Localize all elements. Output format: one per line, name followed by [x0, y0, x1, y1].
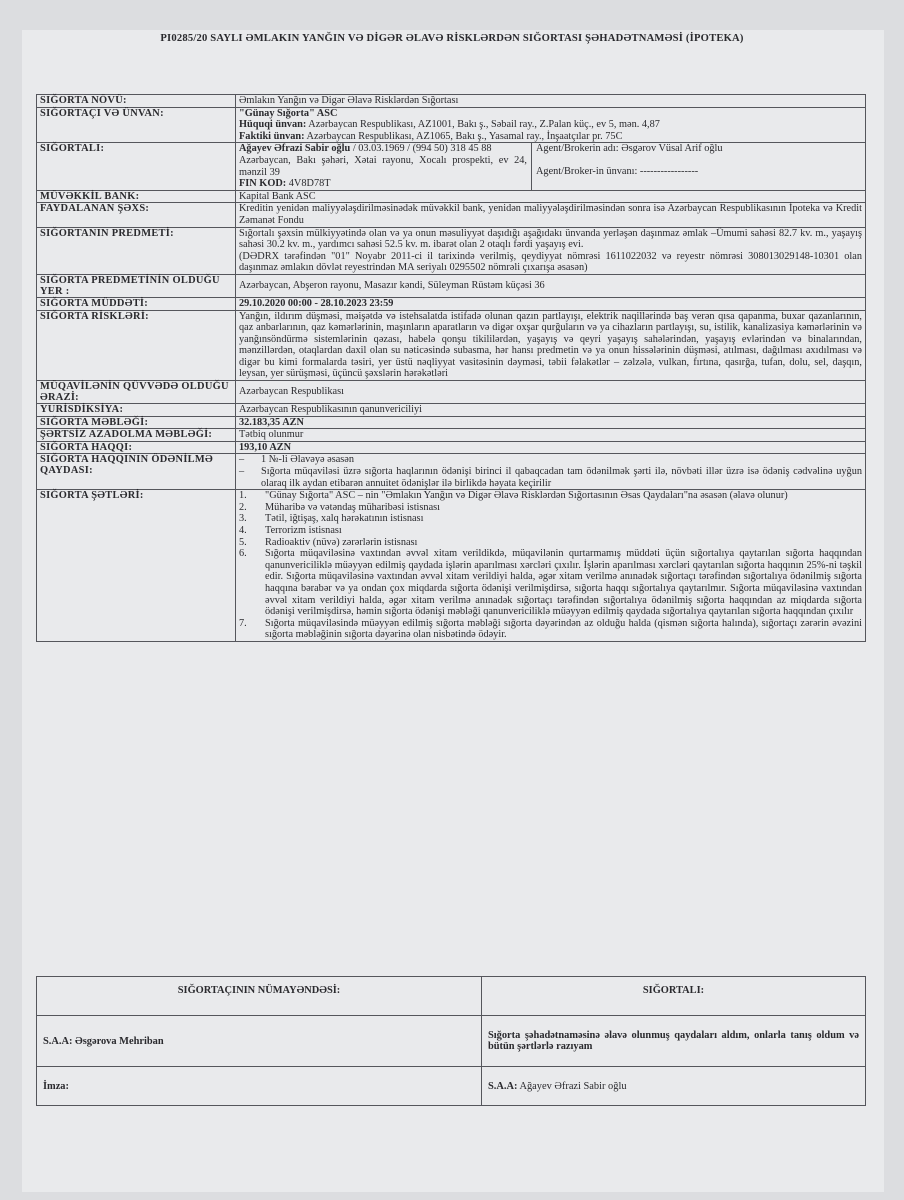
row-location — [37, 274, 866, 297]
label-deductible: ŞƏRTSİZ AZADOLMA MƏBLƏĞİ: — [37, 429, 236, 442]
row-subject — [37, 227, 866, 274]
row-insurer — [37, 107, 866, 143]
value-deductible: Tətbiq olunmur — [236, 429, 866, 442]
list-item: 2. Müharibə və vətəndaş müharibəsi istisnası — [239, 501, 441, 513]
insured-header: SIĞORTALI: — [482, 977, 866, 1016]
value-insurance-type: Əmlakın Yanğın və Digər Əlavə Risklərdən Sığortası — [236, 95, 866, 108]
value-location: Azərbaycan, Abşeron rayonu, Masazır kəndi, Süleyman Rüstəm küçəsi 36 — [236, 274, 866, 297]
label-insured: SIĞORTALI: — [37, 143, 236, 190]
row-risks — [37, 310, 866, 381]
label-jurisdiction: YURİSDİKSİYA: — [37, 404, 236, 417]
list-item: – 1 №-li Əlavəyə əsasən — [239, 454, 355, 466]
label-premium: SIĞORTA HAQQI: — [37, 441, 236, 454]
row-insurance-type — [37, 95, 866, 108]
insurer-representative-header: SIĞORTAÇININ NÜMAYƏNDƏSİ: — [37, 977, 482, 1016]
insured-identity: Ağayev Əfrazi Sabir oğlu / 03.03.1969 / (994 50) 318 45 88 — [239, 143, 492, 155]
list-item: 7. Sığorta müqaviləsində müəyyən edilmiş sığorta məbləği sığorta dəyərindən az olduğu halda (qismən sığorta halında), sığortaçı zərərin əvəzini sığorta məbləğinin sığorta dəyərinə olan nisbətində ödəyir. — [239, 617, 862, 641]
label-location: SIĞORTA PREDMETİNİN OLDUĞU YER : — [37, 274, 236, 297]
list-item: 4. Terrorizm istisnası — [239, 525, 342, 536]
row-bank — [37, 190, 866, 203]
row-territory — [37, 381, 866, 404]
label-beneficiary: FAYDALANAN ŞƏXS: — [37, 203, 236, 227]
row-premium — [37, 441, 866, 454]
insured-address: Azərbaycan, Bakı şəhəri, Xətai rayonu, Xocalı prospekti, ev 24, mənzil 39 — [239, 154, 527, 178]
value-period: 29.10.2020 00:00 - 28.10.2023 23:59 — [236, 297, 866, 310]
insurer-name: "Günay Sığorta" ASC — [239, 107, 338, 119]
value-insured — [236, 143, 866, 190]
row-beneficiary — [37, 203, 866, 227]
agent-address: Agent/Broker-in ünvanı: ----------------- — [536, 165, 699, 177]
insured-signature-name: S.A.A: Ağayev Əfrazi Sabir oğlu — [482, 1067, 866, 1106]
value-jurisdiction: Azərbaycan Respublikasının qanunvericiliyi — [236, 404, 866, 417]
label-period: SIĞORTA MÜDDƏTİ: — [37, 297, 236, 310]
row-deductible — [37, 429, 866, 442]
value-territory: Azərbaycan Respublikası — [236, 381, 866, 404]
value-insurer — [236, 107, 866, 143]
value-risks: Yanğın, ildırım düşməsi, məişətdə və istehsalatda istifadə olunan qazın partlayışı, elektrik naqillərində baş verən qısa qapanma, buxar qazanlarının, qaz anbarlarının, qaz kəmərlərinin, maşınların aparatların və digər oxşar qurğuların və ya cihazların partlayışı, su, istilik, kanalizasiya kəmərlərinin və yanğınsöndürmə sistemlərinin qəzası, habelə qonşu tikililərdən, yaşayış və qeyri yaşayış sahələrindən, yaşayış evlərindən və binalarından, mənzillərdən, otaqlardan daxil olan su nəticəsində subasma, hər hansı predmetin və ya onun hissələrinin düşməsi, atılması, dağılması axıdılması və digər bu kimi formalarda təsiri, yer üstü nəqliyyat vasitəsinin dəyməsi, təbii fəlakətlər – zəlzələ, vulkan, fırtına, qasırğa, tufan, dolu, sel, daşqın, leysan, yer sürüşməsi, üçüncü şəxslərin hərəkətləri — [236, 310, 866, 381]
list-item: 3. Tətil, iğtişaş, xalq hərəkatının istisnası — [239, 513, 424, 525]
insured-fin: FIN KOD: 4V8D78T — [239, 178, 331, 190]
signature-table — [36, 976, 866, 1106]
value-premium: 193,10 AZN — [236, 441, 866, 454]
label-risks: SIĞORTA RİSKLƏRİ: — [37, 310, 236, 381]
label-insurer: SIĞORTAÇI VƏ ÜNVAN: — [37, 107, 236, 143]
value-subject: Sığortalı şəxsin mülkiyyətində olan və ya onun məsuliyyət daşıdığı aşağıdakı ünvanda yerləşən daşınmaz əmlak –Ümumi sahəsi 82.7 kv. m., yaşayış sahəsi 30.2 kv. m., yardımcı sahəsi 52.5 kv. m. ibarət olan 2 otaqlı fərdi yaşayış evi. (DƏDRX tərəfindən "01" Noyabr 2011-ci il tarixində verilmiş, qeydiyyat nömrəsi 1611022032 və reyestr nömrəsi 308013029148-10301 olan daşınmaz əmlakın dövlət reyestrindən MA seriyalı 0295502 nömrəli çıxarışa əsasən) — [236, 227, 866, 274]
insurer-legal-address: Hüquqi ünvan: Azərbaycan Respublikası, AZ1001, Bakı ş., Səbail ray., Z.Palan küç., ev 5, mən. 4,87 — [239, 119, 660, 131]
signature-label: İmza: — [37, 1067, 482, 1106]
label-conditions: SIĞORTA ŞƏTLƏRİ: — [37, 490, 236, 642]
value-sum: 32.183,35 AZN — [236, 416, 866, 429]
list-item: 6. Sığorta müqaviləsinə vaxtından əvvəl xitam verildikdə, müqavilənin qurtarmamış müddəti üçün sığortalıya qaytarılan sığorta haqqından qanunvericiliklə müəyyən edilmiş qaydada işlərin aparılması xərcləri çıxılır. İşlərin aparılması xərcləri qaytarılan sığorta haqqının 25%-ni təşkil edir. Sığorta müqaviləsinə vaxtından əvvəl xitam verildiyi halda, əgər xitam verilmə anınadək sığortaçı tərəfindən sığortalıya ödənilmiş sığorta haqqına bərabər və ya ondan çox miqdarda sığorta ödənişi verilmişdirsə, sığorta haqqı sığortalıya qaytarılmır. Sığorta müqaviləsinə vaxtından əvvəl xitam verildiyi halda, əgər xitam verilmə anınadək sığortaçı tərəfindən sığortalıya ödənilmiş sığorta haqqından az miqdarda sığorta ödənişi verilmişdirsə, həmin sığorta ödənişi məbləği qanunvericiliklə müəyyən edilmiş qaydada sığortalıya qaytarılan sığorta haqqından çıxılır — [239, 548, 862, 618]
label-insurance-type: SIĞORTA NÖVÜ: — [37, 95, 236, 108]
row-payment — [37, 454, 866, 490]
insurer-representative-name: S.A.A: Əsgərova Mehriban — [37, 1016, 482, 1067]
label-subject: SIĞORTANIN PREDMETİ: — [37, 227, 236, 274]
insurer-actual-address: Faktiki ünvan: Azərbaycan Respublikası, AZ1065, Bakı ş., Yasamal ray., İnşaatçılar pr. 75C — [239, 130, 623, 142]
label-sum: SIĞORTA MƏBLƏĞİ: — [37, 416, 236, 429]
list-item: – Sığorta müqaviləsi üzrə sığorta haqlarının ödənişi birinci il qabaqcadan tam ödənilmək şərti ilə, növbəti illər üzrə isə ödəniş cədvəlinə uyğun olaraq ilk aydan etibarən annuitet ödənişlər ilə birlikdə həyata keçirilir — [239, 466, 862, 489]
insured-statement: Sığorta şəhadətnaməsinə əlavə olunmuş qaydaları aldım, onlarla tanış oldum və bütün şərtlərlə razıyam — [482, 1016, 866, 1067]
document-title: PI0285/20 SAYLI ƏMLAKIN YANĞIN VƏ DİGƏR ƏLAVƏ RİSKLƏRDƏN SIĞORTASI ŞƏHADƏTNAMƏSİ (İPOTEKA) — [160, 33, 744, 44]
value-beneficiary: Kreditin yenidən maliyyələşdirilməsinədək müvəkkil bank, yenidən maliyyələşdirilməsindən sonra isə Azərbaycan Respublikasının İpoteka və Kredit Zəmanət Fondu — [236, 203, 866, 227]
row-jurisdiction — [37, 404, 866, 417]
row-period — [37, 297, 866, 310]
list-item: 5. Radioaktiv (nüvə) zərərlərin istisnası — [239, 536, 418, 548]
value-payment — [236, 454, 866, 490]
row-sum — [37, 416, 866, 429]
label-territory: MÜQAVİLƏNİN QÜVVƏDƏ OLDUĞU ƏRAZİ: — [37, 381, 236, 404]
row-insured — [37, 143, 866, 190]
agent-name: Agent/Brokerin adı: Əsgərov Vüsal Arif oğlu — [536, 143, 723, 155]
certificate-table — [36, 94, 866, 642]
value-bank: Kapital Bank ASC — [236, 190, 866, 203]
label-bank: MÜVƏKKİL BANK: — [37, 190, 236, 203]
label-payment: SIĞORTA HAQQININ ÖDƏNİLMƏ QAYDASI: — [37, 454, 236, 490]
value-conditions — [236, 490, 866, 642]
row-conditions — [37, 490, 866, 642]
list-item: 1. "Günay Sığorta" ASC – nin "Əmlakın Yanğın və Digər Əlavə Risklərdən Sığortasının Əsas Qaydaları"na əsasən (əlavə olunur) — [239, 490, 788, 502]
